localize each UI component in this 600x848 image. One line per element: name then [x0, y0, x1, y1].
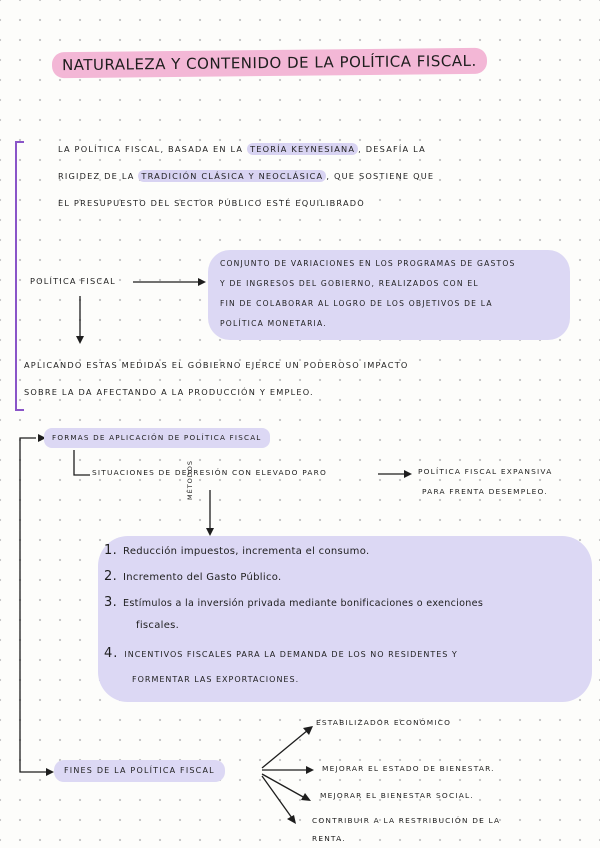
impact-line: APLICANDO ESTAS MEDIDAS EL GOBIERNO EJERCE UN PODEROSO IMPACTO: [24, 360, 409, 370]
method-text: INCENTIVOS FISCALES PARA LA DEMANDA DE LOS NO RESIDENTES Y: [124, 650, 458, 659]
arrow-head: [198, 278, 206, 286]
intro-line1-a: LA POLÍTICA FISCAL, BASADA EN LA: [58, 144, 244, 154]
forms-situation: SITUACIONES DE DEPRESIÓN CON ELEVADO PARO: [92, 468, 328, 477]
definition-term: POLÍTICA FISCAL: [30, 276, 116, 286]
definition-line: FIN DE COLABORAR AL LOGRO DE LOS OBJETIVOS DE LA: [220, 299, 493, 308]
arrow-head: [206, 528, 214, 536]
forms-result-line: POLÍTICA FISCAL EXPANSIVA: [418, 467, 553, 476]
method-text: Reducción impuestos, incrementa el consumo.: [123, 546, 370, 557]
connector-hook: [74, 450, 90, 475]
method-number: 2.: [104, 569, 118, 584]
ends-item: ESTABILIZADOR ECONÓMICO: [316, 718, 452, 727]
methods-label: MÉTODOS: [186, 459, 194, 500]
arrow-head: [46, 768, 54, 776]
intro-line2-b: , QUE SOSTIENE QUE: [326, 171, 435, 181]
methods-list: [104, 540, 590, 691]
method-text: FORMENTAR LAS EXPORTACIONES.: [132, 675, 300, 684]
method-item: [104, 566, 590, 589]
forms-result-line: PARA FRENTA DESEMPLEO.: [422, 487, 548, 496]
intro-line1-highlight: TEORÍA KEYNESIANA: [247, 143, 358, 155]
method-number: 3.: [104, 595, 118, 610]
definition-line: POLÍTICA MONETARIA.: [220, 319, 327, 328]
intro-line2-a: RIGIDEZ DE LA: [58, 171, 135, 181]
ends-item-cont: RENTA.: [312, 834, 346, 843]
method-item-cont: [104, 615, 590, 637]
definition-line: CONJUNTO DE VARIACIONES EN LOS PROGRAMAS DE GASTOS: [220, 259, 516, 268]
method-number: 1.: [104, 543, 118, 558]
impact-line: SOBRE LA DA AFECTANDO A LA PRODUCCIÓN Y EMPLEO.: [24, 387, 314, 397]
intro-line3: EL PRESUPUESTO DEL SECTOR PÚBLICO ESTÉ EQUILIBRADO: [58, 198, 365, 208]
ends-item: MEJORAR EL BIENESTAR SOCIAL.: [320, 791, 474, 800]
intro-line1-b: , DESAFÍA LA: [358, 144, 426, 154]
method-number: 4.: [104, 646, 119, 661]
page-title: NATURALEZA Y CONTENIDO DE LA POLÍTICA FISCAL.: [52, 48, 487, 79]
intro-line2-highlight: TRADICIÓN CLÁSICA Y NEOCLÁSICA: [138, 170, 326, 182]
arrow-head: [76, 336, 84, 344]
method-text: fiscales.: [136, 620, 180, 631]
method-text: Estímulos a la inversión privada mediante bonificaciones o exenciones: [123, 598, 484, 609]
arrow-head: [306, 766, 314, 774]
method-text: Incremento del Gasto Público.: [123, 572, 282, 583]
method-item-cont: [104, 669, 590, 691]
ends-heading: FINES DE LA POLÍTICA FISCAL: [54, 760, 225, 782]
forms-result: [418, 462, 552, 502]
method-item: [104, 643, 590, 666]
ends-item: CONTRIBUIR A LA RESTRIBUCIÓN DE LA: [312, 816, 501, 825]
arrow-head: [404, 470, 412, 478]
method-item: [104, 592, 590, 615]
forms-heading: FORMAS DE APLICACIÓN DE POLÍTICA FISCAL: [44, 428, 270, 448]
impact-paragraph: [24, 352, 584, 406]
arrow-diagonal: [262, 730, 308, 768]
method-item: [104, 540, 590, 563]
ends-item: MEJORAR EL ESTADO DE BIENESTAR.: [322, 764, 495, 773]
connector-line: [20, 438, 46, 772]
definition-line: Y DE INGRESOS DEL GOBIERNO, REALIZADOS CON EL: [220, 279, 479, 288]
